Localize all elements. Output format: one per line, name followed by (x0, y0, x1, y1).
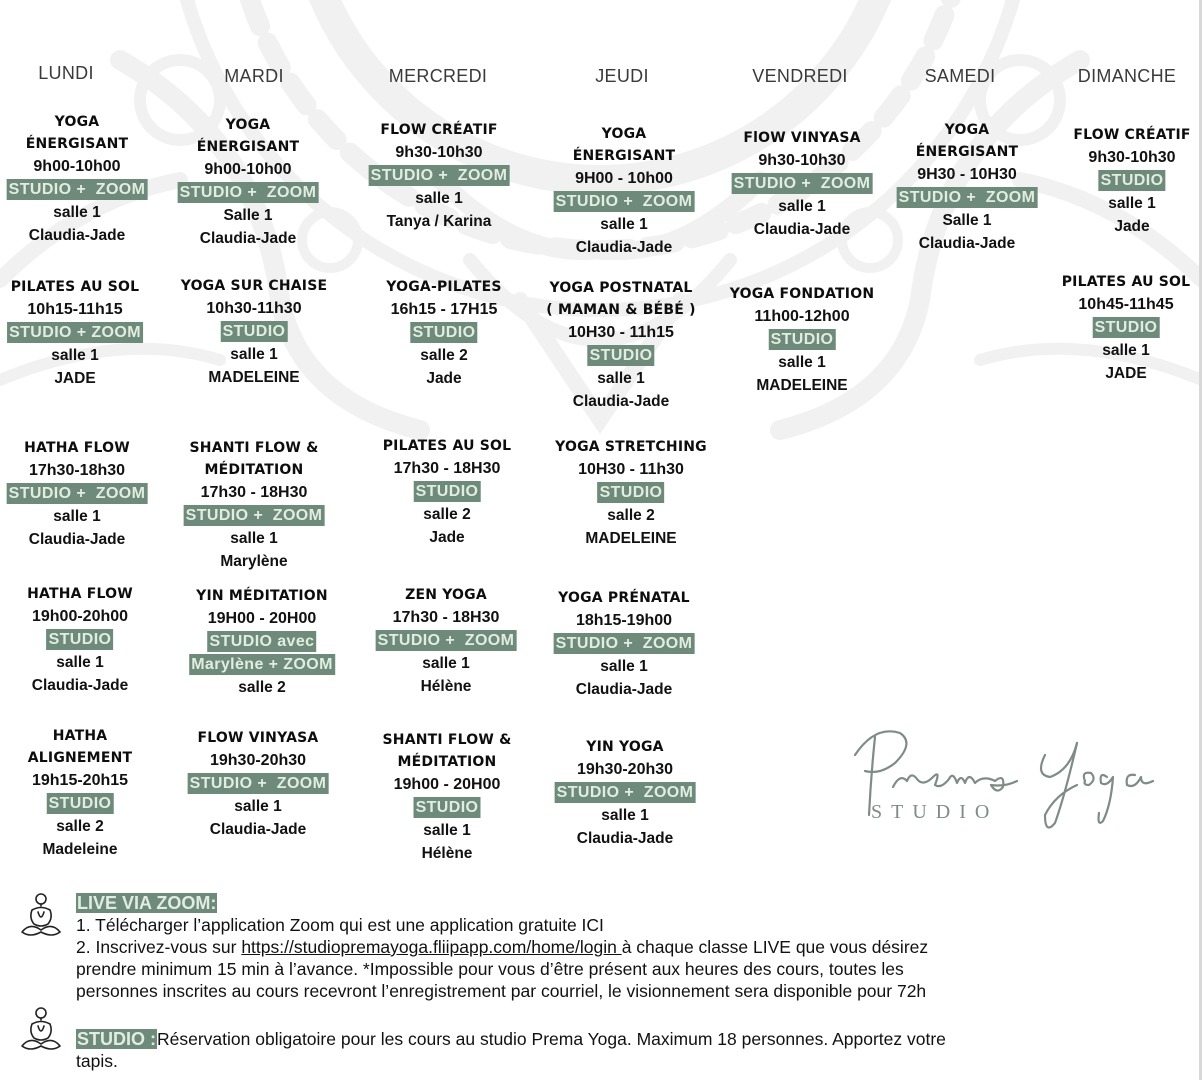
class-name: HATHA FLOW (24, 440, 130, 456)
class-time: 9h30-10h30 (758, 152, 846, 169)
class-time: 17h30 - 18H30 (393, 460, 501, 477)
class-card (7, 276, 143, 390)
class-time: 17h30 - 18H30 (200, 484, 308, 501)
mode-badge: STUDIO + ZOOM (8, 181, 146, 198)
class-teacher: Marylène (220, 553, 288, 570)
class-teacher: MADELEINE (208, 369, 300, 386)
class-time: 10h45-11h45 (1078, 296, 1174, 313)
class-card (184, 437, 325, 573)
class-time: 9H00 - 10h00 (575, 170, 673, 187)
class-card (189, 585, 335, 699)
mode-badge: Marylène + ZOOM (191, 656, 333, 673)
class-teacher: Jade (429, 529, 465, 546)
class-room: salle 2 (238, 679, 286, 696)
class-name: PILATES AU SOL (10, 279, 140, 295)
mode-badge: STUDIO + ZOOM (179, 184, 317, 201)
mode-badge: STUDIO + ZOOM (185, 507, 323, 524)
class-name: YOGA (54, 114, 100, 130)
class-name: ÉNERGISANT (196, 139, 300, 155)
class-card (383, 729, 512, 865)
class-time: 10H30 - 11h30 (578, 461, 684, 478)
mode-badge: STUDIO + ZOOM (555, 635, 693, 652)
class-name: YOGA (601, 126, 647, 142)
class-room: salle 1 (1102, 342, 1150, 359)
mode-badge: STUDIO (48, 795, 112, 812)
class-teacher: Tanya / Karina (386, 213, 492, 230)
mode-badge: STUDIO (48, 631, 112, 648)
class-time: 19h30-20h30 (576, 761, 674, 778)
mode-badge: STUDIO (1100, 172, 1164, 189)
class-time: 16h15 - 17H15 (390, 301, 498, 318)
class-name: YOGA-PILATES (386, 279, 502, 295)
class-card (897, 119, 1038, 255)
mode-badge: STUDIO (415, 483, 479, 500)
day-header-lundi: LUNDI (38, 63, 94, 83)
class-teacher: Claudia-Jade (209, 821, 307, 838)
class-name: PILATES AU SOL (382, 438, 512, 454)
class-name: ZEN YOGA (405, 587, 487, 603)
mode-badge: STUDIO (770, 331, 834, 348)
class-name: HATHA FLOW (27, 586, 133, 602)
class-room: salle 2 (420, 347, 468, 364)
class-room: salle 2 (56, 818, 104, 835)
class-teacher: MADELEINE (756, 377, 848, 394)
class-name: SHANTI FLOW & (189, 440, 319, 456)
mode-badge: STUDIO (589, 347, 653, 364)
class-card (732, 127, 873, 241)
mode-badge: STUDIO (599, 484, 663, 501)
mode-badge: STUDIO (1094, 319, 1158, 336)
class-time: 10h15-11h15 (27, 301, 123, 318)
class-time: 19h30-20h30 (209, 752, 307, 769)
class-room: salle 1 (600, 216, 648, 233)
class-card (555, 436, 707, 550)
class-time: 19h15-20h15 (31, 772, 129, 789)
day-header-samedi: SAMEDI (924, 66, 996, 86)
day-header-dimanche: DIMANCHE (1077, 66, 1177, 86)
mode-badge: STUDIO (415, 799, 479, 816)
mode-badge: STUDIO + ZOOM (9, 324, 141, 341)
class-room: salle 1 (234, 798, 282, 815)
day-header-vendredi: VENDREDI (752, 66, 848, 86)
class-teacher: Claudia-Jade (28, 531, 126, 548)
mode-badge: STUDIO + ZOOM (8, 485, 146, 502)
studio-reservation-text: Réservation obligatoire pour les cours au studio Prema Yoga. Maximum 18 personnes. Apportez votre (157, 1029, 946, 1049)
class-name: SHANTI FLOW & (382, 732, 512, 748)
class-teacher: Jade (426, 370, 462, 387)
class-name: ( MAMAN & BÉBÉ ) (546, 302, 696, 318)
class-time: 11h00-12h00 (754, 308, 850, 325)
class-name: MÉDITATION (397, 754, 497, 770)
class-name: PILATES AU SOL (1061, 274, 1191, 290)
class-card (181, 275, 328, 389)
class-teacher: Jade (1114, 218, 1150, 235)
class-time: 9h30-10h30 (1088, 149, 1176, 166)
mode-badge: STUDIO + ZOOM (898, 189, 1036, 206)
class-room: salle 1 (423, 822, 471, 839)
class-card (1062, 271, 1191, 385)
meditation-icon (18, 892, 64, 942)
class-teacher: Claudia-Jade (28, 227, 126, 244)
zoom-step-2-prefix: 2. Inscrivez-vous sur (76, 937, 242, 957)
logo-subtitle: STUDIO (871, 801, 999, 823)
class-room: salle 2 (423, 506, 471, 523)
day-header-jeudi: JEUDI (595, 66, 649, 86)
class-time: 18h15-19h00 (575, 612, 673, 629)
class-room: salle 2 (607, 507, 655, 524)
mode-badge: STUDIO + ZOOM (733, 175, 871, 192)
class-time: 10h30-11h30 (206, 300, 302, 317)
zoom-step-2-suffix: à chaque classe LIVE que vous désirez (621, 937, 929, 957)
class-room: salle 1 (56, 654, 104, 671)
class-time: 19h00-20h00 (31, 608, 129, 625)
class-card (7, 437, 148, 551)
class-time: 17h30 - 18H30 (392, 609, 500, 626)
class-card (554, 587, 695, 701)
mode-badge: STUDIO avec (209, 633, 315, 650)
class-name: FLOW CRÉATIF (380, 122, 498, 138)
class-teacher: JADE (1105, 365, 1147, 382)
class-room: salle 1 (422, 655, 470, 672)
class-time: 9h30-10h30 (395, 144, 483, 161)
class-time: 9h00-10h00 (204, 161, 292, 178)
class-name: YOGA POSTNATAL (549, 280, 693, 296)
mode-badge: STUDIO + ZOOM (555, 193, 693, 210)
class-room: Salle 1 (223, 207, 273, 224)
class-name: YOGA PRÉNATAL (558, 590, 690, 606)
class-teacher: Claudia-Jade (575, 239, 673, 256)
class-card (188, 727, 329, 841)
mode-badge: STUDIO (222, 323, 286, 340)
class-teacher: MADELEINE (585, 530, 677, 547)
class-teacher: Hélène (420, 678, 472, 695)
class-teacher: JADE (54, 370, 96, 387)
zoom-step-2-line2: prendre minimum 15 min à l’avance. *Impossible pour vous d’être présent aux heures des cours, toutes les (76, 959, 904, 979)
class-name: YOGA STRETCHING (555, 439, 707, 455)
registration-link[interactable]: https://studiopremayoga.fliipapp.com/home/login (241, 937, 622, 957)
class-room: salle 1 (53, 204, 101, 221)
class-name: YIN MÉDITATION (196, 588, 328, 604)
prema-yoga-logo (845, 715, 1165, 835)
class-time: 19H00 - 20H00 (207, 610, 317, 627)
class-name: ÉNERGISANT (915, 144, 1019, 160)
class-name: ÉNERGISANT (572, 148, 676, 164)
class-card (1073, 124, 1190, 238)
class-card (27, 583, 133, 697)
class-card (383, 435, 512, 549)
class-name: FLOW CRÉATIF (1073, 127, 1191, 143)
class-name: YOGA (225, 117, 271, 133)
class-teacher: Claudia-Jade (918, 235, 1016, 252)
day-header-mardi: MARDI (224, 66, 284, 86)
class-room: salle 1 (601, 807, 649, 824)
class-room: salle 1 (230, 346, 278, 363)
mode-badge: STUDIO + ZOOM (189, 775, 327, 792)
class-card (28, 725, 133, 861)
class-room: salle 1 (597, 370, 645, 387)
class-room: salle 1 (778, 198, 826, 215)
class-room: Salle 1 (942, 212, 992, 229)
class-room: salle 1 (415, 190, 463, 207)
class-card (546, 277, 695, 413)
meditation-icon (18, 1006, 64, 1056)
class-room: salle 1 (51, 347, 99, 364)
mode-badge: STUDIO + ZOOM (370, 167, 508, 184)
mode-badge: STUDIO + ZOOM (377, 632, 515, 649)
class-room: salle 1 (778, 354, 826, 371)
day-header-mercredi: MERCREDI (388, 66, 488, 86)
class-time: 10H30 - 11h15 (568, 324, 674, 341)
class-name: YOGA FONDATION (729, 286, 875, 302)
class-room: salle 1 (600, 658, 648, 675)
class-room: salle 1 (53, 508, 101, 525)
mode-badge: STUDIO (412, 324, 476, 341)
class-card (376, 584, 517, 698)
class-card (369, 119, 510, 233)
class-card (554, 123, 695, 259)
class-time: 9h00-10h00 (33, 158, 121, 175)
class-card (7, 111, 148, 247)
class-name: FlOW VINYASA (743, 130, 861, 146)
class-card (178, 114, 319, 250)
zoom-step-1: 1. Télécharger l’application Zoom qui est une application gratuite ICI (76, 915, 604, 935)
class-teacher: Madeleine (42, 841, 118, 858)
zoom-step-2-line3: personnes inscrites au cours recevront l’enregistrement par courriel, le visionnement sera disponible pour 72h (76, 981, 927, 1001)
class-name: ALIGNEMENT (27, 750, 133, 766)
class-name: YOGA SUR CHAISE (180, 278, 328, 294)
mode-badge: STUDIO + ZOOM (556, 784, 694, 801)
studio-label: STUDIO : (77, 1029, 156, 1049)
class-room: salle 1 (230, 530, 278, 547)
class-teacher: Hélène (421, 845, 473, 862)
class-time: 19h00 - 20H00 (393, 776, 501, 793)
live-zoom-label: LIVE VIA ZOOM: (77, 893, 217, 913)
class-teacher: Claudia-Jade (199, 230, 297, 247)
class-time: 9H30 - 10H30 (917, 166, 1017, 183)
class-teacher: Claudia-Jade (31, 677, 129, 694)
class-name: FLOW VINYASA (197, 730, 319, 746)
class-name: YIN YOGA (586, 739, 664, 755)
class-teacher: Claudia-Jade (575, 681, 673, 698)
class-name: ÉNERGISANT (25, 136, 129, 152)
class-card (386, 276, 501, 390)
class-time: 17h30-18h30 (28, 462, 126, 479)
studio-reservation-text-2: tapis. (76, 1051, 118, 1071)
class-room: salle 1 (1108, 195, 1156, 212)
class-name: HATHA (52, 728, 108, 744)
class-teacher: Claudia-Jade (753, 221, 851, 238)
class-teacher: Claudia-Jade (576, 830, 674, 847)
class-card (730, 283, 874, 397)
class-card (555, 736, 696, 850)
class-name: YOGA (944, 122, 990, 138)
class-name: MÉDITATION (204, 462, 304, 478)
class-teacher: Claudia-Jade (572, 393, 670, 410)
